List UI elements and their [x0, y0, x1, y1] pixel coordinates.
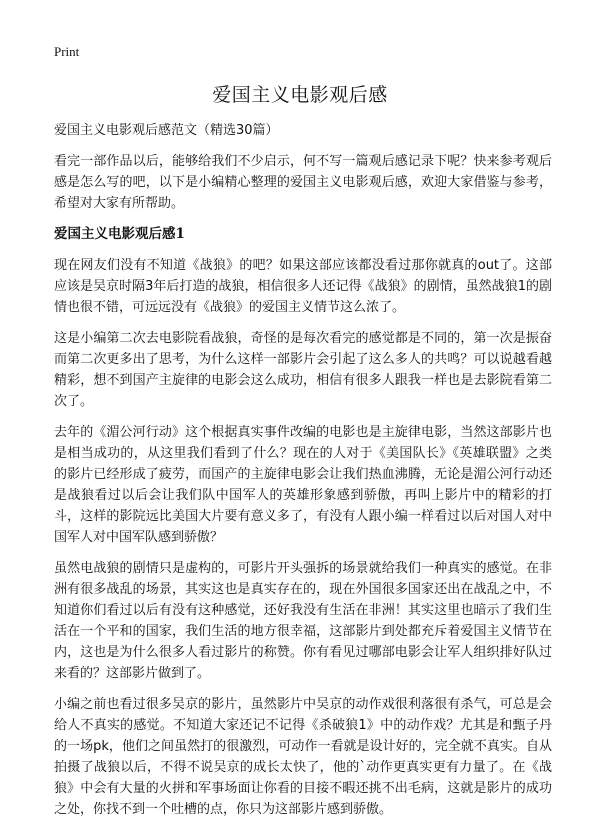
body-paragraph: 虽然电战狼的剧情只是虚构的，可影片开头强拆的场景就给我们一种真实的感觉。在非洲有很多战乱的场景，其实这也是真实存在的，现在外国很多国家还出在战乱之中，不知道你们看过以后有没有这种感觉，还好我没有生活在非洲！其实这里也暗示了我们生活在一个平和的国家，我们生活的地方很幸福，这部影片到处都充斥着爱国主义情节在内，这也是为什么很多人看过影片的称赞。你有看见过哪部电影会让军人组织排好队过来看的？这部影片做到了。	[54, 561, 552, 681]
body-paragraph: 现在网友们没有不知道《战狼》的吧？如果这部应该都没看过那你就真的out了。这部应该是吴京时隔3年后打造的战狼，相信很多人还记得《战狼》的剧情，虽然战狼1的剧情也很不错，可远远没有《战狼》的爱国主义情节这么浓了。	[54, 258, 552, 315]
document-title: 爱国主义电影观后感	[212, 84, 388, 106]
document-subtitle: 爱国主义电影观后感范文（精选30篇）	[54, 123, 279, 138]
section-heading: 爱国主义电影观后感1	[54, 226, 185, 242]
body-paragraph: 小编之前也看过很多吴京的影片，虽然影片中吴京的动作戏很利落很有杀气，可总是会给人不真实的感觉。不知道大家还记不记得《杀破狼1》中的动作戏？尤其是和甄子丹的一场pk，他们之间虽然打的很激烈，可动作一看就是设计好的，完全就不真实。自从拍摄了战狼以后，不得不说吴京的成长太快了，他的`动作更真实更有力量了。在《战狼》中会有大量的火拼和军事场面让你看的目接不暇还挑不出毛病，这就是影片的成功之处，你找不到一个吐槽的点，你只为这部影片感到骄傲。	[54, 697, 552, 817]
intro-paragraph: 看完一部作品以后，能够给我们不少启示，何不写一篇观后感记录下呢？快来参考观后感是怎么写的吧，以下是小编精心整理的爱国主义电影观后感，欢迎大家借鉴与参考，希望对大家有所帮助。	[54, 154, 552, 211]
body-paragraph: 去年的《湄公河行动》这个根据真实事件改编的电影也是主旋律电影，当然这部影片也是相当成功的，从这里我们看到了什么？现在的人对于《美国队长》《英雄联盟》之类的影片已经形成了疲劳，而国产的主旋律电影会让我们热血沸腾，无论是湄公河行动还是战狼看过以后会让我们队中国军人的英雄形象感到骄傲，再叫上影片中的精彩的打斗，这样的影院远比美国大片要有意义多了，有没有人跟小编一样看过以后对国人对中国军人对中国军队感到骄傲？	[54, 425, 552, 545]
print-link[interactable]: Print	[54, 44, 80, 59]
body-paragraph: 这是小编第二次去电影院看战狼，奇怪的是每次看完的感觉都是不同的，第一次是振奋而第二次更多出了思考，为什么这样一部影片会引起了这么多人的共鸣？可以说越看越精彩，想不到国产主旋律的电影会这么成功，相信有很多人跟我一样也是去影院看第二次了。	[54, 331, 552, 409]
document-body	[54, 120, 552, 830]
